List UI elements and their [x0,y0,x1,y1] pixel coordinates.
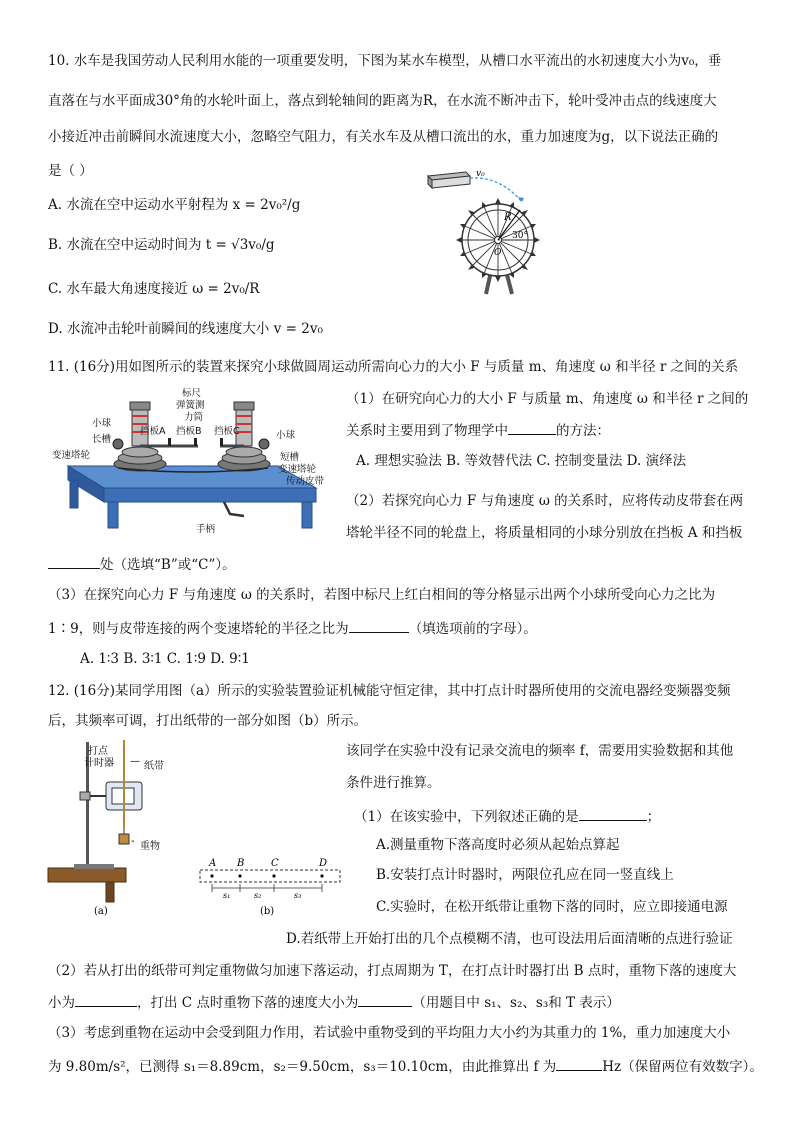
point-b [238,874,241,877]
baffle-b [194,438,197,446]
q11-part1-text: 关系时主要用到了物理学中 [346,423,508,439]
q12-part2-line2 [48,992,620,1012]
q11-part3-text: 1∶9，则与皮带连接的两个变速塔轮的半径之比为 [48,621,349,637]
weight-text-label: 重物 [140,841,160,852]
baffle-a-label: 挡板A [140,426,166,437]
point-a [210,874,213,877]
q12-option-a: A.测量重物下落高度时必须从起始点算起 [376,837,620,853]
q10-line1: 10. 水车是我国劳动人民利用水能的一项重要发明，下图为某水车模型，从槽口水平流出的水初速度大小为v₀，垂 [48,53,722,69]
ball-right-label: 小球 [276,430,296,441]
q10-option-a: A. 水流在空中运动水平射程为 x = 2v₀²/g [48,197,301,213]
ruler-label: 标尺 [182,388,202,399]
q11-part2-line1: （2）若探究向心力 F 与角速度 ω 的关系时，应将传动皮带套在两 [346,493,744,509]
q12-part3-suffix: Hz（保留两位有效数字）。 [602,1059,763,1075]
q11-part2-line3 [48,554,236,574]
long-slot-label: 长槽 [92,434,112,445]
q10-option-c: C. 水车最大角速度接近 ω = 2v₀/R [48,281,260,297]
q12-part1-text: （1）在该实验中，下列叙述正确的是 [354,809,579,825]
baffle-c-label: 挡板C [214,426,240,437]
q12-part2-line1: （2）若从打出的纸带可判定重物做匀加速下落运动，打点周期为 T，在打点计时器打出 B 点时，重物下落的速度大 [48,963,737,979]
q11-part1-suffix: 的方法： [556,423,610,439]
weight-label: - [131,836,135,847]
figure-b-tape [196,852,346,918]
q11-part1-options: A. 理想实验法 B. 等效替代法 C. 控制变量法 D. 演绎法 [356,453,687,469]
timer-label-2: 计时器 [84,758,114,769]
q12-title-line1: 12. (16分)某同学用图（a）所示的实验装置验证机械能守恒定律，其中打点计时器所使用的交流电器经变频器变频 [48,683,731,699]
q11-part1-blank[interactable] [508,420,556,435]
radius-label: R [504,212,512,223]
q11-part3-suffix: （填选项前的字母）。 [408,621,537,637]
q12-part3-line2 [48,1056,763,1076]
q12-part2-blank-b[interactable] [75,992,137,1007]
q12-part1-line [354,806,660,826]
q10-line2: 直落在与水平面成30°角的水轮叶面上，落点到轮轴间的距离为R，在水流不断冲击下，轮叶受冲击点的线速度大 [48,93,717,109]
point-c [272,874,275,877]
right-ball [259,439,269,449]
left-wheel-label: 变速塔轮 [52,450,91,461]
q12-part1-suffix: ； [646,809,661,825]
label-b: B [237,858,245,869]
apparatus-base [68,466,316,528]
baffle-c [220,438,223,446]
trajectory-arrow [518,197,524,202]
q12-option-b: B.安装打点计时器时，两限位孔应在同一竖直线上 [376,867,674,883]
q10-option-d: D. 水流冲击轮叶前瞬间的线速度大小 v = 2v₀ [48,321,323,337]
baffle-a [168,438,171,446]
figure-b-caption: (b) [260,906,275,917]
label-a: A [209,858,217,869]
q11-part2-blank[interactable] [48,554,100,569]
axis-label: O [494,248,502,258]
q11-part3-options: A. 1∶3 B. 3∶1 C. 1∶9 D. 9∶1 [80,651,250,667]
q11-part2-suffix: 处（选填“B”或“C”）。 [100,557,236,573]
water-trajectory [470,178,522,202]
q12-part2-text: 小为 [48,995,75,1011]
short-slot-label: 短槽 [280,452,300,463]
baffle-b-label: 挡板B [176,426,202,437]
clamp-body [80,792,90,800]
q12-part2-suffix: （用题目中 s₁、s₂、s₃和 T 表示） [412,995,620,1011]
q11-part3-line1: （3）在探究向心力 F 与角速度 ω 的关系时，若图中标尺上红白相间的等分格显示出两个小球所受向心力之比为 [48,587,716,603]
q12-part1-blank[interactable] [579,806,647,821]
v0-label: v₀ [476,169,485,179]
figure-a-caption: (a) [94,906,108,916]
q12-part2-blank-c[interactable] [358,992,412,1007]
table-leg [106,882,114,902]
q12-title-line2: 后，其频率可调，打出纸带的一部分如图（b）所示。 [48,713,368,729]
angle-label: 30° [512,231,528,241]
crank-handle [224,502,244,516]
q10-option-b: B. 水流在空中运动时间为 t = √3v₀/g [48,237,275,253]
label-s3: s₃ [294,891,302,900]
timer-label: 打点 [88,746,108,757]
right-wheel-label: 变速塔轮 [278,464,317,475]
label-c: C [271,858,279,869]
q11-part1-line2 [346,420,610,440]
q12-part3-line1: （3）考虑到重物在运动中会受到阻力作用，若试验中重物受到的平均阻力大小约为其重力的 1%，重力加速度大小 [48,1025,731,1041]
water-wheel-figure [420,162,570,302]
q11-part2-line2: 塔轮半径不同的轮盘上，将质量相同的小球分别放在挡板 A 和挡板 [346,525,743,541]
q10-line3: 小接近冲击前瞬间水流速度大小，忽略空气阻力，有关水车及从槽口流出的水，重力加速度为g，以下说法正确的 [48,129,719,145]
tape-strip [200,870,340,882]
centripetal-apparatus-figure [48,384,338,540]
ball-left-label: 小球 [92,418,112,429]
tape-text-label: 纸带 [144,761,164,772]
q11-part1-line1: （1）在研究向心力的大小 F 与质量 m、角速度 ω 和半径 r 之间的 [346,391,749,407]
left-ball [113,439,123,449]
q12-option-c: C.实验时，在松开纸带让重物下落的同时，应立即接通电源 [376,899,728,915]
q11-part3-blank[interactable] [349,618,409,633]
point-d [320,874,323,877]
tape-label: — [130,756,140,767]
q12-right-line2: 条件进行推算。 [346,775,441,791]
figure-a-apparatus [44,736,144,916]
spring-label: 弹簧测 [176,400,205,411]
handle-label: 手柄 [196,524,216,535]
stand-foot [74,864,114,869]
q12-part3-text: 为 9.80m/s²，已测得 s₁＝8.89cm，s₂＝9.50cm，s₃＝10.10cm，由此推算出 f 为 [48,1059,557,1075]
label-d: D [319,858,328,869]
q11-part3-line2 [48,618,537,638]
table-base [48,868,126,882]
q11-title: 11. (16分)用如图所示的装置来探究小球做圆周运动所需向心力的大小 F 与质量 m、角速度 ω 和半径 r 之间的关系 [48,359,739,375]
q12-option-d: D.若纸带上开始打出的几个点模糊不清，也可设法用后面清晰的点进行验证 [286,931,733,947]
q12-part2-mid: ，打出 C 点时重物下落的速度大小为 [137,995,359,1011]
weight-block [119,834,129,844]
spring-label-2: 力筒 [184,412,204,423]
trough-shape [428,172,470,188]
q10-line4: 是（ ） [48,163,93,179]
q12-part3-blank[interactable] [556,1056,602,1071]
belt-label: 传动皮带 [286,476,325,487]
q12-right-line1: 该同学在实验中没有记录交流电的频率 f，需要用实验数据和其他 [346,743,734,759]
label-s2: s₂ [254,891,262,900]
label-s1: s₁ [223,891,231,900]
